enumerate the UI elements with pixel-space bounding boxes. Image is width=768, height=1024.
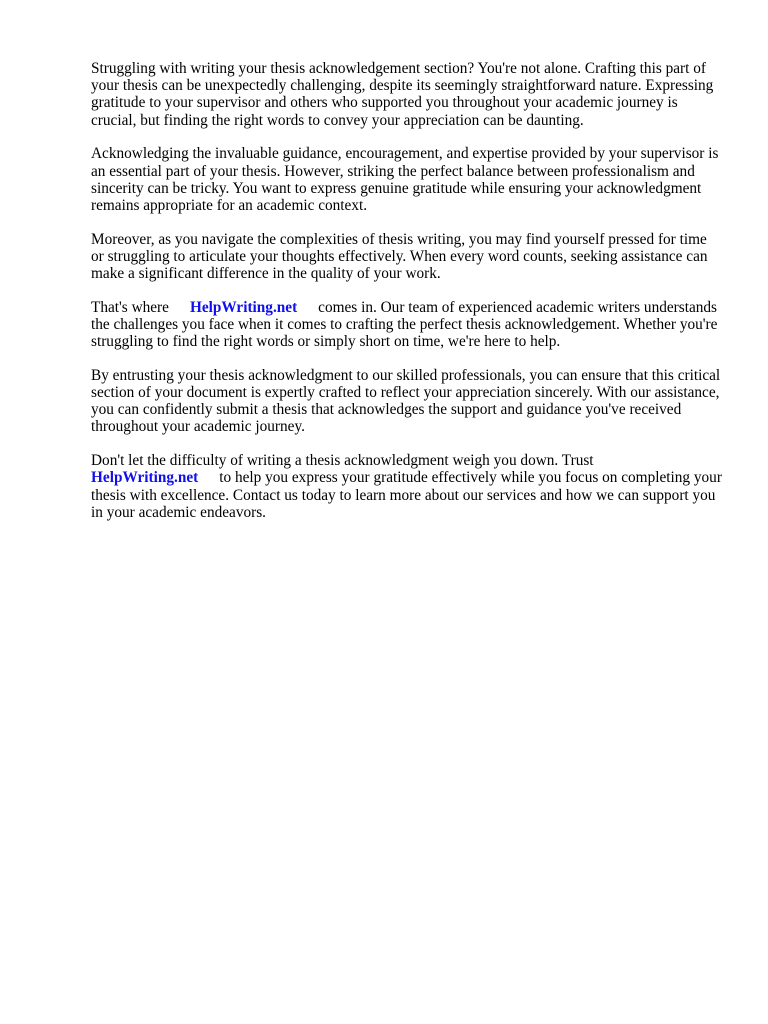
paragraph-intro: Struggling with writing your thesis acknowledgement section? You're not alone. Crafting this part of your thesis can be unexpectedly challenging, despite its seemingly straightforward nature. Expressing gratitude to your supervisor and others who supported you throughout your academic journey is crucial, but finding the right words to convey your appreciation can be daunting. — [91, 60, 714, 129]
paragraph-time-pressure: Moreover, as you navigate the complexities of thesis writing, you may find yourself pressed for time or struggling to articulate your thoughts effectively. When every word counts, seeking assistance can make a significant difference in the quality of your work. — [91, 230, 708, 283]
helpwriting-link-2[interactable]: HelpWriting.net — [91, 469, 199, 487]
helpwriting-link[interactable]: HelpWriting.net — [189, 298, 298, 316]
paragraph-call-to-action — [91, 452, 723, 521]
paragraph-service-intro-rest: comes in. Our team of experienced academic writers understands the challenges you face when it comes to crafting the perfect thesis acknowledgement. Whether you're struggling to find the right words or simply short on time, we're here to help. — [91, 298, 718, 351]
document-body — [91, 60, 723, 537]
paragraph-supervisor: Acknowledging the invaluable guidance, encouragement, and expertise provided by your supervisor is an essential part of your thesis. However, striking the perfect balance between professionalism and sincerity can be tricky. You want to express genuine gratitude while ensuring your acknowledgment remains appropriate for an academic context. — [91, 145, 719, 214]
paragraph-professionals: By entrusting your thesis acknowledgment to our skilled professionals, you can ensure that this critical section of your document is expertly crafted to reflect your appreciation sincerely. With our assistance, you can confidently submit a thesis that acknowledges the support and guidance you've received throughout your academic journey. — [91, 366, 721, 436]
paragraph-service-intro — [91, 299, 723, 351]
paragraph-service-intro-lead: That's where — [91, 298, 169, 316]
paragraph-call-to-action-lead: Don't let the difficulty of writing a thesis acknowledgment weigh you down. Trust — [91, 452, 594, 470]
paragraph-call-to-action-rest: to help you express your gratitude effectively while you focus on completing your thesis with excellence. Contact us today to learn more about our services and how we can support you in your academic endeavors. — [91, 469, 722, 521]
